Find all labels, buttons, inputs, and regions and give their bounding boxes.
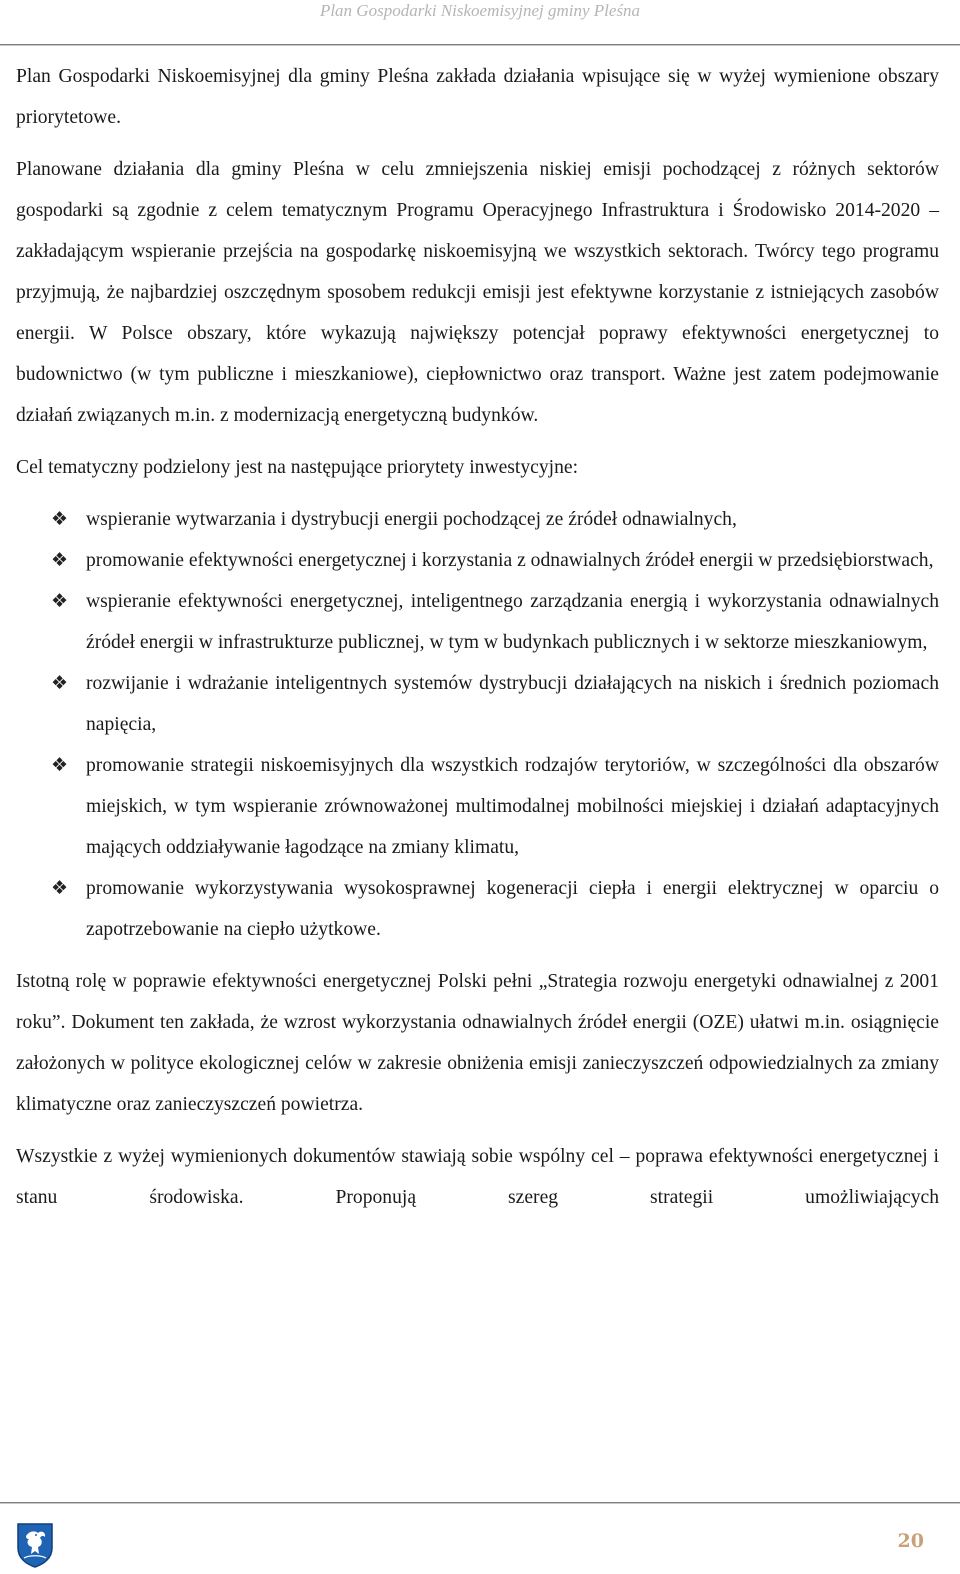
- diamond-bullet-icon: ❖: [51, 672, 69, 694]
- list-item-text: wspieranie wytwarzania i dystrybucji energii pochodzącej ze źródeł odnawialnych,: [86, 509, 737, 530]
- page-number: 20: [897, 1530, 924, 1552]
- header-divider: [0, 44, 960, 46]
- list-item-text: promowanie wykorzystywania wysokosprawnej kogeneracji ciepła i energii elektrycznej w oparciu o zapotrzebowanie na ciepło użytkowe.: [86, 878, 939, 940]
- paragraph: Cel tematyczny podzielony jest na następujące priorytety inwestycyjne:: [16, 457, 579, 478]
- list-item: [16, 540, 939, 581]
- diamond-bullet-icon: ❖: [51, 508, 69, 530]
- list-item: [16, 663, 939, 745]
- list-item: [16, 581, 939, 663]
- paragraph: Planowane działania dla gminy Pleśna w celu zmniejszenia niskiej emisji pochodzącej z różnych sektorów gospodarki są zgodnie z celem tematycznym Programu Operacyjnego Infrastruktura i Środowisko 2014-2020 – zakładającym wspieranie przejścia na gospodarkę niskoemisyjną we wszystkich sektorach. Twórcy tego programu przyjmują, że najbardziej oszczędnym sposobem redukcji emisji jest efektywne korzystanie z istniejących zasobów energii. W Polsce obszary, które wykazują największy potencjał poprawy efektywności energetycznej to budownictwo (w tym publiczne i mieszkaniowe), ciepłownictwo oraz transport. Ważne jest zatem podejmowanie działań związanych m.in. z modernizacją energetyczną budynków.: [16, 159, 939, 426]
- footer-divider: [0, 1502, 960, 1504]
- coat-of-arms-icon: [16, 1522, 54, 1568]
- list-item-text: wspieranie efektywności energetycznej, inteligentnego zarządzania energią i wykorzystania odnawialnych źródeł energii w infrastrukturze publicznej, w tym w budynkach publicznych i w sektorze mieszkaniowym,: [86, 591, 939, 653]
- paragraph: Istotną rolę w poprawie efektywności energetycznej Polski pełni „Strategia rozwoju energetyki odnawialnej z 2001 roku”. Dokument ten zakłada, że wzrost wykorzystania odnawialnych źródeł energii (OZE) ułatwi m.in. osiągnięcie założonych w polityce ekologicznej celów w zakresie obniżenia emisji zanieczyszczeń odpowiedzialnych za zmiany klimatyczne oraz zanieczyszczeń powietrza.: [16, 971, 939, 1115]
- diamond-bullet-icon: ❖: [51, 877, 69, 899]
- page-header-title: Plan Gospodarki Niskoemisyjnej gminy Pleśna: [319, 1, 641, 20]
- list-item-text: promowanie strategii niskoemisyjnych dla wszystkich rodzajów terytoriów, w szczególności dla obszarów miejskich, w tym wspieranie zrównoważonej multimodalnej mobilności miejskiej i działań adaptacyjnych mających oddziaływanie łagodzące na zmiany klimatu,: [86, 755, 939, 858]
- paragraph: Plan Gospodarki Niskoemisyjnej dla gminy Pleśna zakłada działania wpisujące się w wyżej wymienione obszary priorytetowe.: [16, 66, 939, 128]
- diamond-bullet-icon: ❖: [51, 549, 69, 571]
- paragraph: Wszystkie z wyżej wymienionych dokumentów stawiają sobie wspólny cel – poprawa efektywności energetycznej i stanu środowiska. Proponują szereg strategii umożliwiających: [16, 1146, 939, 1208]
- list-item-text: promowanie efektywności energetycznej i korzystania z odnawialnych źródeł energii w przedsiębiorstwach,: [86, 550, 934, 571]
- diamond-bullet-icon: ❖: [51, 754, 69, 776]
- list-item: [16, 499, 939, 540]
- list-item: [16, 868, 939, 950]
- list-item: [16, 745, 939, 868]
- list-item-text: rozwijanie i wdrażanie inteligentnych systemów dystrybucji działających na niskich i średnich poziomach napięcia,: [86, 673, 939, 735]
- diamond-bullet-icon: ❖: [51, 590, 69, 612]
- priorities-list: [16, 499, 939, 950]
- document-body: [16, 56, 939, 1229]
